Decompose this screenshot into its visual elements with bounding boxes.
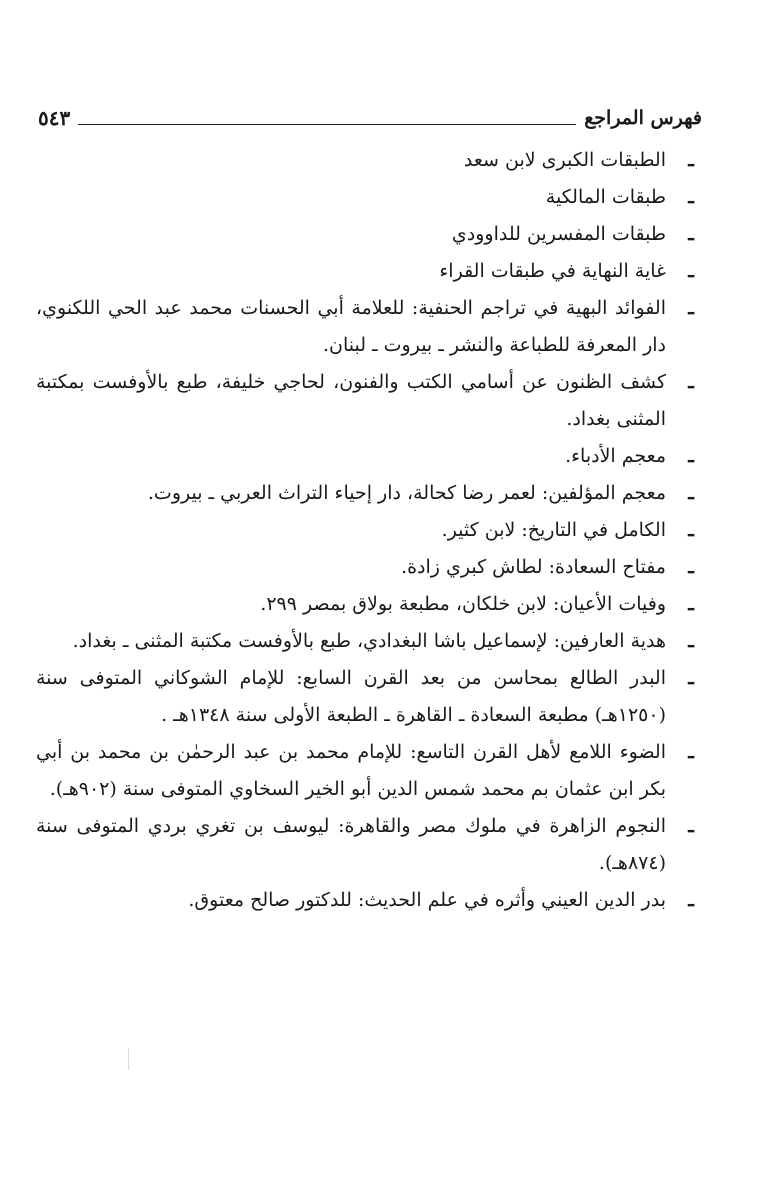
entry-text: معجم الأدباء. (565, 445, 666, 467)
entry-text: طبقات المالكية (545, 186, 666, 208)
reference-entry (36, 586, 698, 623)
reference-entry (36, 660, 698, 734)
entry-dash: ـ (688, 741, 694, 763)
reference-entry (36, 290, 698, 364)
entry-text: كشف الظنون عن أسامي الكتب والفنون، لحاجي خليفة، طبع بالأوفست بمكتبة المثنى بغداد. (36, 371, 666, 430)
reference-entry (36, 549, 698, 586)
reference-entry (36, 475, 698, 512)
entry-text: النجوم الزاهرة في ملوك مصر والقاهرة: ليوسف بن تغري بردي المتوفى سنة (٨٧٤هـ). (36, 815, 666, 874)
entry-dash: ـ (688, 556, 694, 578)
entry-dash: ـ (688, 593, 694, 615)
entry-dash: ـ (688, 260, 694, 282)
entry-dash: ـ (688, 297, 694, 319)
entry-dash: ـ (688, 630, 694, 652)
entry-dash: ـ (688, 445, 694, 467)
entry-dash: ـ (688, 149, 694, 171)
header-rule (78, 124, 576, 125)
entry-text: غاية النهاية في طبقات القراء (439, 260, 666, 282)
reference-entry (36, 808, 698, 882)
entry-dash: ـ (688, 667, 694, 689)
reference-entry (36, 179, 698, 216)
reference-entry (36, 512, 698, 549)
reference-entry (36, 623, 698, 660)
entry-text: وفيات الأعيان: لابن خلكان، مطبعة بولاق بمصر ٢٩٩. (260, 593, 666, 615)
reference-entry (36, 364, 698, 438)
reference-entry (36, 438, 698, 475)
entry-text: مفتاح السعادة: لطاش كبري زادة. (401, 556, 666, 578)
entry-text: طبقات المفسرين للداوودي (451, 223, 666, 245)
reference-entry (36, 142, 698, 179)
reference-entry (36, 253, 698, 290)
entry-text: الطبقات الكبرى لابن سعد (463, 149, 666, 171)
entry-text: الفوائد البهية في تراجم الحنفية: للعلامة أبي الحسنات محمد عبد الحي اللكنوي، دار المعرفة للطباعة والنشر ـ بيروت ـ لبنان. (36, 297, 666, 356)
entry-text: الكامل في التاريخ: لابن كثير. (441, 519, 666, 541)
entry-dash: ـ (688, 482, 694, 504)
entry-dash: ـ (688, 186, 694, 208)
header-title: فهرس المراجع (584, 107, 702, 129)
page-header (38, 98, 702, 130)
entry-dash: ـ (688, 519, 694, 541)
entry-dash: ـ (688, 371, 694, 393)
reference-entry (36, 734, 698, 808)
entry-text: الضوء اللامع لأهل القرن التاسع: للإمام محمد بن عبد الرحمٰن بن محمد بن أبي بكر ابن عثمان بم محمد شمس الدين أبو الخير السخاوي المتوفى سنة (٩٠٢هـ). (36, 741, 666, 800)
page-number: ٥٤٣ (38, 106, 71, 130)
reference-entry (36, 216, 698, 253)
scan-mark (128, 1048, 129, 1070)
entry-text: هدية العارفين: لإسماعيل باشا البغدادي، طبع بالأوفست مكتبة المثنى ـ بغداد. (72, 630, 666, 652)
entry-text: بدر الدين العيني وأثره في علم الحديث: للدكتور صالح معتوق. (188, 889, 666, 911)
entry-dash: ـ (688, 889, 694, 911)
entry-dash: ـ (688, 223, 694, 245)
entry-dash: ـ (688, 815, 694, 837)
entry-text: معجم المؤلفين: لعمر رضا كحالة، دار إحياء التراث العربي ـ بيروت. (147, 482, 666, 504)
reference-entry (36, 882, 698, 919)
entry-text: البدر الطالع بمحاسن من بعد القرن السابع: للإمام الشوكاني المتوفى سنة (١٢٥٠هـ) مطبعة السعادة ـ القاهرة ـ الطبعة الأولى سنة ١٣٤٨هـ . (36, 667, 666, 726)
references-list (36, 142, 698, 919)
